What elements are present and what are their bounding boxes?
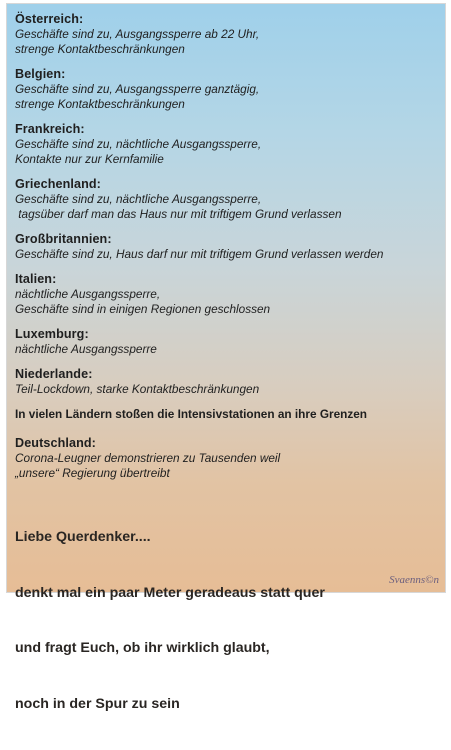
country-heading: Griechenland: bbox=[15, 177, 101, 191]
country-block-belgium bbox=[15, 67, 440, 112]
country-heading: Luxemburg: bbox=[15, 327, 89, 341]
country-description-line: strenge Kontaktbeschränkungen bbox=[15, 42, 185, 56]
country-description-line: Kontakte nur zur Kernfamilie bbox=[15, 152, 164, 166]
country-description-line: „unsere“ Regierung übertreibt bbox=[15, 466, 170, 480]
country-heading: Niederlande: bbox=[15, 367, 93, 381]
info-card bbox=[6, 3, 446, 712]
country-block-italy bbox=[15, 272, 440, 317]
country-block-france bbox=[15, 122, 440, 167]
country-description-line: Geschäfte sind zu, nächtliche Ausgangssperre, bbox=[15, 137, 262, 151]
country-description-line: nächtliche Ausgangssperre bbox=[15, 342, 157, 356]
country-heading: Frankreich: bbox=[15, 122, 85, 136]
country-heading: Österreich: bbox=[15, 12, 84, 26]
country-block-greece bbox=[15, 177, 440, 222]
author-signature: Svaenns©n bbox=[389, 574, 439, 586]
country-block-netherlands bbox=[15, 367, 440, 397]
country-description-line: tagsüber darf man das Haus nur mit triftigem Grund verlassen bbox=[15, 207, 342, 221]
country-description-line: Geschäfte sind zu, Haus darf nur mit triftigem Grund verlassen werden bbox=[15, 247, 384, 261]
country-block-germany bbox=[15, 436, 440, 481]
closing-message bbox=[15, 491, 440, 750]
country-heading: Italien: bbox=[15, 272, 57, 286]
country-description-line: nächtliche Ausgangssperre, bbox=[15, 287, 161, 301]
country-heading: Deutschland: bbox=[15, 436, 96, 450]
country-description-line: Corona-Leugner demonstrieren zu Tausenden weil bbox=[15, 451, 281, 465]
closing-line: denkt mal ein paar Meter geradeaus statt quer bbox=[15, 584, 325, 601]
country-block-austria bbox=[15, 12, 440, 57]
closing-line: Liebe Querdenker.... bbox=[15, 529, 151, 545]
country-block-luxembourg bbox=[15, 327, 440, 357]
intensive-care-statement: In vielen Ländern stoßen die Intensivstationen an ihre Grenzen bbox=[15, 407, 368, 421]
country-description-line: Geschäfte sind zu, Ausgangssperre ganztägig, bbox=[15, 82, 260, 96]
country-description-line: strenge Kontaktbeschränkungen bbox=[15, 97, 185, 111]
card-content bbox=[15, 12, 440, 750]
country-heading: Großbritannien: bbox=[15, 232, 112, 246]
closing-line: und fragt Euch, ob ihr wirklich glaubt, bbox=[15, 640, 270, 656]
country-description-line: Geschäfte sind zu, nächtliche Ausgangssperre, bbox=[15, 192, 262, 206]
closing-line: noch in der Spur zu sein bbox=[15, 695, 180, 712]
country-description-line: Geschäfte sind in einigen Regionen geschlossen bbox=[15, 302, 271, 316]
country-heading: Belgien: bbox=[15, 67, 66, 81]
country-block-uk bbox=[15, 232, 440, 262]
country-description-line: Teil-Lockdown, starke Kontaktbeschränkungen bbox=[15, 382, 260, 396]
country-description-line: Geschäfte sind zu, Ausgangssperre ab 22 Uhr, bbox=[15, 27, 260, 41]
